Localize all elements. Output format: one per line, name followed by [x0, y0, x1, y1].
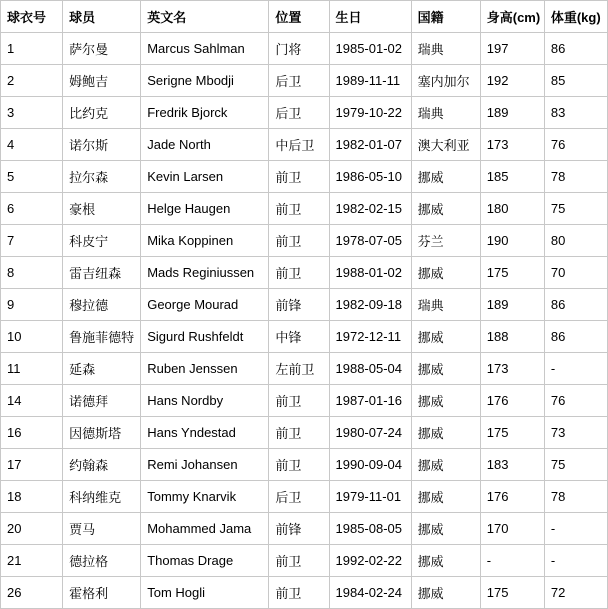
cell-position: 前卫 [269, 545, 329, 577]
cell-birthday: 1972-12-11 [329, 321, 411, 353]
cell-birthday: 1985-01-02 [329, 33, 411, 65]
table-row [1, 385, 608, 417]
table-body [1, 33, 608, 609]
cell-birthday: 1979-11-01 [329, 481, 411, 513]
cell-position: 左前卫 [269, 353, 329, 385]
cell-birthday: 1982-01-07 [329, 129, 411, 161]
cell-number: 26 [1, 577, 63, 609]
cell-number: 16 [1, 417, 63, 449]
cell-name: 科皮宁 [63, 225, 141, 257]
table-row [1, 193, 608, 225]
cell-number: 3 [1, 97, 63, 129]
cell-position: 前卫 [269, 449, 329, 481]
cell-nationality: 挪威 [411, 481, 480, 513]
cell-number: 1 [1, 33, 63, 65]
cell-english-name: Helge Haugen [141, 193, 269, 225]
cell-nationality: 挪威 [411, 577, 480, 609]
cell-number: 5 [1, 161, 63, 193]
cell-nationality: 挪威 [411, 353, 480, 385]
cell-nationality: 挪威 [411, 321, 480, 353]
cell-weight: 86 [544, 321, 607, 353]
table-row [1, 353, 608, 385]
cell-birthday: 1990-09-04 [329, 449, 411, 481]
cell-name: 姆鲍吉 [63, 65, 141, 97]
cell-weight: 75 [544, 193, 607, 225]
cell-birthday: 1992-02-22 [329, 545, 411, 577]
cell-number: 7 [1, 225, 63, 257]
cell-height: 176 [480, 481, 544, 513]
column-header-number: 球衣号 [1, 1, 63, 33]
cell-nationality: 挪威 [411, 161, 480, 193]
cell-position: 前卫 [269, 577, 329, 609]
cell-position: 中锋 [269, 321, 329, 353]
cell-weight: 78 [544, 481, 607, 513]
cell-birthday: 1986-05-10 [329, 161, 411, 193]
cell-weight: - [544, 545, 607, 577]
cell-name: 萨尔曼 [63, 33, 141, 65]
cell-height: 183 [480, 449, 544, 481]
cell-name: 德拉格 [63, 545, 141, 577]
cell-name: 穆拉德 [63, 289, 141, 321]
cell-height: 189 [480, 97, 544, 129]
cell-height: 173 [480, 129, 544, 161]
cell-height: 170 [480, 513, 544, 545]
cell-english-name: Thomas Drage [141, 545, 269, 577]
table-row [1, 449, 608, 481]
cell-number: 18 [1, 481, 63, 513]
cell-english-name: Sigurd Rushfeldt [141, 321, 269, 353]
cell-nationality: 瑞典 [411, 33, 480, 65]
cell-height: 173 [480, 353, 544, 385]
cell-english-name: Hans Nordby [141, 385, 269, 417]
cell-weight: 75 [544, 449, 607, 481]
cell-name: 延森 [63, 353, 141, 385]
cell-birthday: 1979-10-22 [329, 97, 411, 129]
column-header-birthday: 生日 [329, 1, 411, 33]
cell-nationality: 芬兰 [411, 225, 480, 257]
cell-english-name: Mohammed Jama [141, 513, 269, 545]
cell-nationality: 挪威 [411, 385, 480, 417]
cell-height: 188 [480, 321, 544, 353]
cell-name: 比约克 [63, 97, 141, 129]
table-row [1, 513, 608, 545]
cell-birthday: 1989-11-11 [329, 65, 411, 97]
cell-number: 17 [1, 449, 63, 481]
cell-weight: 83 [544, 97, 607, 129]
column-header-name: 球员 [63, 1, 141, 33]
cell-weight: - [544, 513, 607, 545]
cell-weight: 86 [544, 289, 607, 321]
cell-nationality: 挪威 [411, 545, 480, 577]
cell-name: 约翰森 [63, 449, 141, 481]
cell-birthday: 1985-08-05 [329, 513, 411, 545]
table-row [1, 545, 608, 577]
cell-nationality: 瑞典 [411, 289, 480, 321]
cell-position: 前卫 [269, 193, 329, 225]
cell-birthday: 1988-05-04 [329, 353, 411, 385]
cell-english-name: Kevin Larsen [141, 161, 269, 193]
cell-height: - [480, 545, 544, 577]
cell-number: 10 [1, 321, 63, 353]
cell-number: 11 [1, 353, 63, 385]
cell-name: 豪根 [63, 193, 141, 225]
cell-number: 8 [1, 257, 63, 289]
cell-nationality: 挪威 [411, 417, 480, 449]
cell-weight: - [544, 353, 607, 385]
cell-position: 前锋 [269, 289, 329, 321]
cell-english-name: Fredrik Bjorck [141, 97, 269, 129]
cell-number: 6 [1, 193, 63, 225]
cell-position: 前卫 [269, 385, 329, 417]
table-row [1, 129, 608, 161]
cell-height: 176 [480, 385, 544, 417]
column-header-english-name: 英文名 [141, 1, 269, 33]
cell-number: 4 [1, 129, 63, 161]
cell-birthday: 1978-07-05 [329, 225, 411, 257]
cell-position: 前卫 [269, 417, 329, 449]
cell-english-name: Hans Yndestad [141, 417, 269, 449]
column-header-position: 位置 [269, 1, 329, 33]
cell-number: 21 [1, 545, 63, 577]
cell-birthday: 1982-02-15 [329, 193, 411, 225]
cell-english-name: Jade North [141, 129, 269, 161]
cell-birthday: 1982-09-18 [329, 289, 411, 321]
table-row [1, 225, 608, 257]
cell-height: 197 [480, 33, 544, 65]
cell-weight: 73 [544, 417, 607, 449]
cell-height: 180 [480, 193, 544, 225]
cell-name: 鲁施菲德特 [63, 321, 141, 353]
cell-nationality: 挪威 [411, 193, 480, 225]
cell-english-name: George Mourad [141, 289, 269, 321]
cell-nationality: 挪威 [411, 513, 480, 545]
table-row [1, 481, 608, 513]
cell-birthday: 1984-02-24 [329, 577, 411, 609]
table-row [1, 161, 608, 193]
cell-height: 175 [480, 577, 544, 609]
cell-name: 拉尔森 [63, 161, 141, 193]
cell-number: 20 [1, 513, 63, 545]
table-row [1, 65, 608, 97]
cell-english-name: Tommy Knarvik [141, 481, 269, 513]
cell-position: 前卫 [269, 225, 329, 257]
cell-nationality: 瑞典 [411, 97, 480, 129]
cell-name: 因德斯塔 [63, 417, 141, 449]
cell-name: 诺尔斯 [63, 129, 141, 161]
cell-position: 前卫 [269, 257, 329, 289]
cell-height: 189 [480, 289, 544, 321]
table-row [1, 289, 608, 321]
table-row [1, 577, 608, 609]
table-header-row [1, 1, 608, 33]
cell-birthday: 1980-07-24 [329, 417, 411, 449]
cell-name: 诺德拜 [63, 385, 141, 417]
cell-english-name: Remi Johansen [141, 449, 269, 481]
cell-nationality: 挪威 [411, 449, 480, 481]
cell-name: 贾马 [63, 513, 141, 545]
cell-english-name: Serigne Mbodji [141, 65, 269, 97]
table-row [1, 257, 608, 289]
cell-name: 霍格利 [63, 577, 141, 609]
cell-weight: 72 [544, 577, 607, 609]
cell-english-name: Mika Koppinen [141, 225, 269, 257]
cell-weight: 76 [544, 129, 607, 161]
cell-weight: 70 [544, 257, 607, 289]
cell-height: 190 [480, 225, 544, 257]
cell-english-name: Mads Reginiussen [141, 257, 269, 289]
cell-nationality: 挪威 [411, 257, 480, 289]
column-header-weight: 体重(kg) [544, 1, 607, 33]
cell-height: 185 [480, 161, 544, 193]
cell-english-name: Ruben Jenssen [141, 353, 269, 385]
cell-position: 前卫 [269, 161, 329, 193]
cell-weight: 85 [544, 65, 607, 97]
cell-weight: 78 [544, 161, 607, 193]
cell-position: 中后卫 [269, 129, 329, 161]
cell-height: 175 [480, 257, 544, 289]
cell-birthday: 1988-01-02 [329, 257, 411, 289]
column-header-nationality: 国籍 [411, 1, 480, 33]
cell-nationality: 塞内加尔 [411, 65, 480, 97]
cell-number: 9 [1, 289, 63, 321]
cell-position: 后卫 [269, 481, 329, 513]
cell-position: 后卫 [269, 65, 329, 97]
cell-weight: 76 [544, 385, 607, 417]
cell-height: 192 [480, 65, 544, 97]
table-row [1, 417, 608, 449]
cell-number: 14 [1, 385, 63, 417]
cell-birthday: 1987-01-16 [329, 385, 411, 417]
column-header-height: 身高(cm) [480, 1, 544, 33]
cell-english-name: Tom Hogli [141, 577, 269, 609]
cell-position: 前锋 [269, 513, 329, 545]
cell-name: 雷吉纽森 [63, 257, 141, 289]
cell-nationality: 澳大利亚 [411, 129, 480, 161]
cell-height: 175 [480, 417, 544, 449]
cell-position: 门将 [269, 33, 329, 65]
cell-position: 后卫 [269, 97, 329, 129]
cell-number: 2 [1, 65, 63, 97]
cell-english-name: Marcus Sahlman [141, 33, 269, 65]
cell-weight: 80 [544, 225, 607, 257]
table-row [1, 97, 608, 129]
table-row [1, 33, 608, 65]
table-row [1, 321, 608, 353]
cell-weight: 86 [544, 33, 607, 65]
cell-name: 科纳维克 [63, 481, 141, 513]
